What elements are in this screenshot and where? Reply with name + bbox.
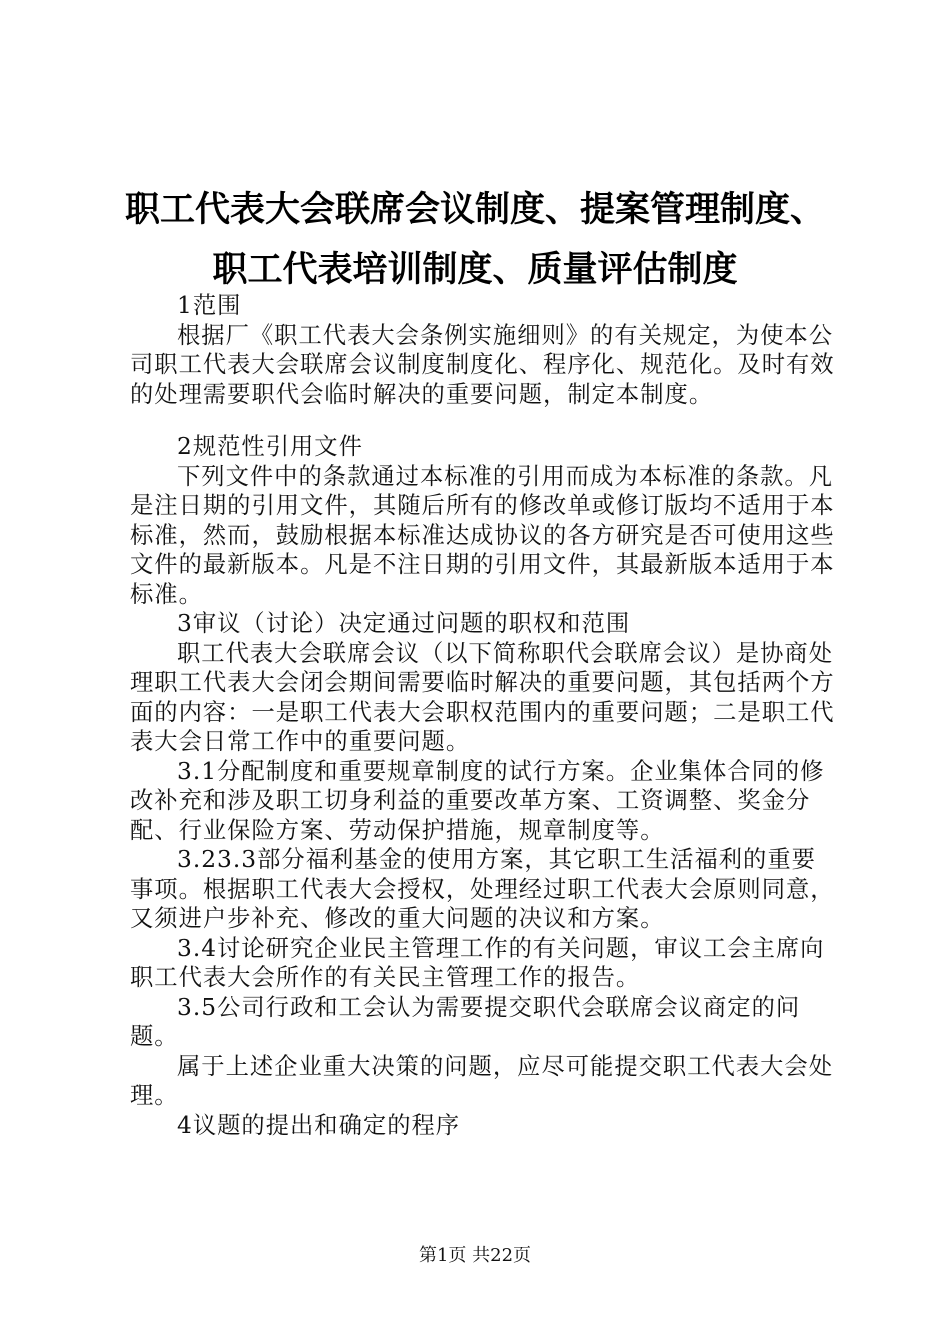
clause-3-4: 3.4讨论研究企业民主管理工作的有关问题，审议工会主席向职工代表大会所作的有关民主管理工作的报告。 (130, 934, 825, 991)
clause-3-2-3-3: 3.23.3部分福利基金的使用方案，其它职工生活福利的重要事项。根据职工代表大会授权，处理经过职工代表大会原则同意，又须进户步补充、修改的重大问题的决议和方案。 (130, 846, 835, 932)
document-title-line-1: 职工代表大会联席会议制度、提案管理制度、 (124, 190, 825, 230)
section-heading-references: 2规范性引用文件 (177, 433, 363, 460)
clause-3-5: 3.5公司行政和工会认为需要提交职代会联席会议商定的问题。 (130, 993, 801, 1050)
document-title-line-2: 职工代表培训制度、质量评估制度 (212, 250, 738, 290)
document-body (130, 291, 840, 1140)
paragraph-references: 下列文件中的条款通过本标准的引用而成为本标准的条款。凡是注日期的引用文件，其随后所有的修改单或修订版均不适用于本标准，然而，鼓励根据本标准达成协议的各方研究是否可使用这些文件的最新版本。凡是不注日期的引用文件，其最新版本适用于本标准。 (130, 462, 835, 608)
paragraph-major-decisions: 属于上述企业重大决策的问题，应尽可能提交职工代表大会处理。 (130, 1052, 834, 1109)
section-heading-scope: 1范围 (177, 292, 242, 319)
page-number-footer: 第1页 共22页 (418, 1245, 532, 1266)
paragraph-scope: 根据厂《职工代表大会条例实施细则》的有关规定，为使本公司职工代表大会联席会议制度制度化、程序化、规范化。及时有效的处理需要职代会临时解决的重要问题，制定本制度。 (130, 321, 835, 408)
clause-3-1: 3.1分配制度和重要规章制度的试行方案。企业集体合同的修改补充和涉及职工切身利益的重要改革方案、工资调整、奖金分配、行业保险方案、劳动保护措施，规章制度等。 (130, 757, 825, 844)
section-heading-authority: 3审议（讨论）决定通过问题的职权和范围 (177, 610, 631, 637)
paragraph-authority: 职工代表大会联席会议（以下简称职代会联席会议）是协商处理职工代表大会闭会期间需要临时解决的重要问题，其包括两个方面的内容：一是职工代表大会职权范围内的重要问题；二是职工代表大会日常工作中的重要问题。 (130, 639, 835, 755)
section-heading-procedure: 4议题的提出和确定的程序 (177, 1111, 461, 1139)
